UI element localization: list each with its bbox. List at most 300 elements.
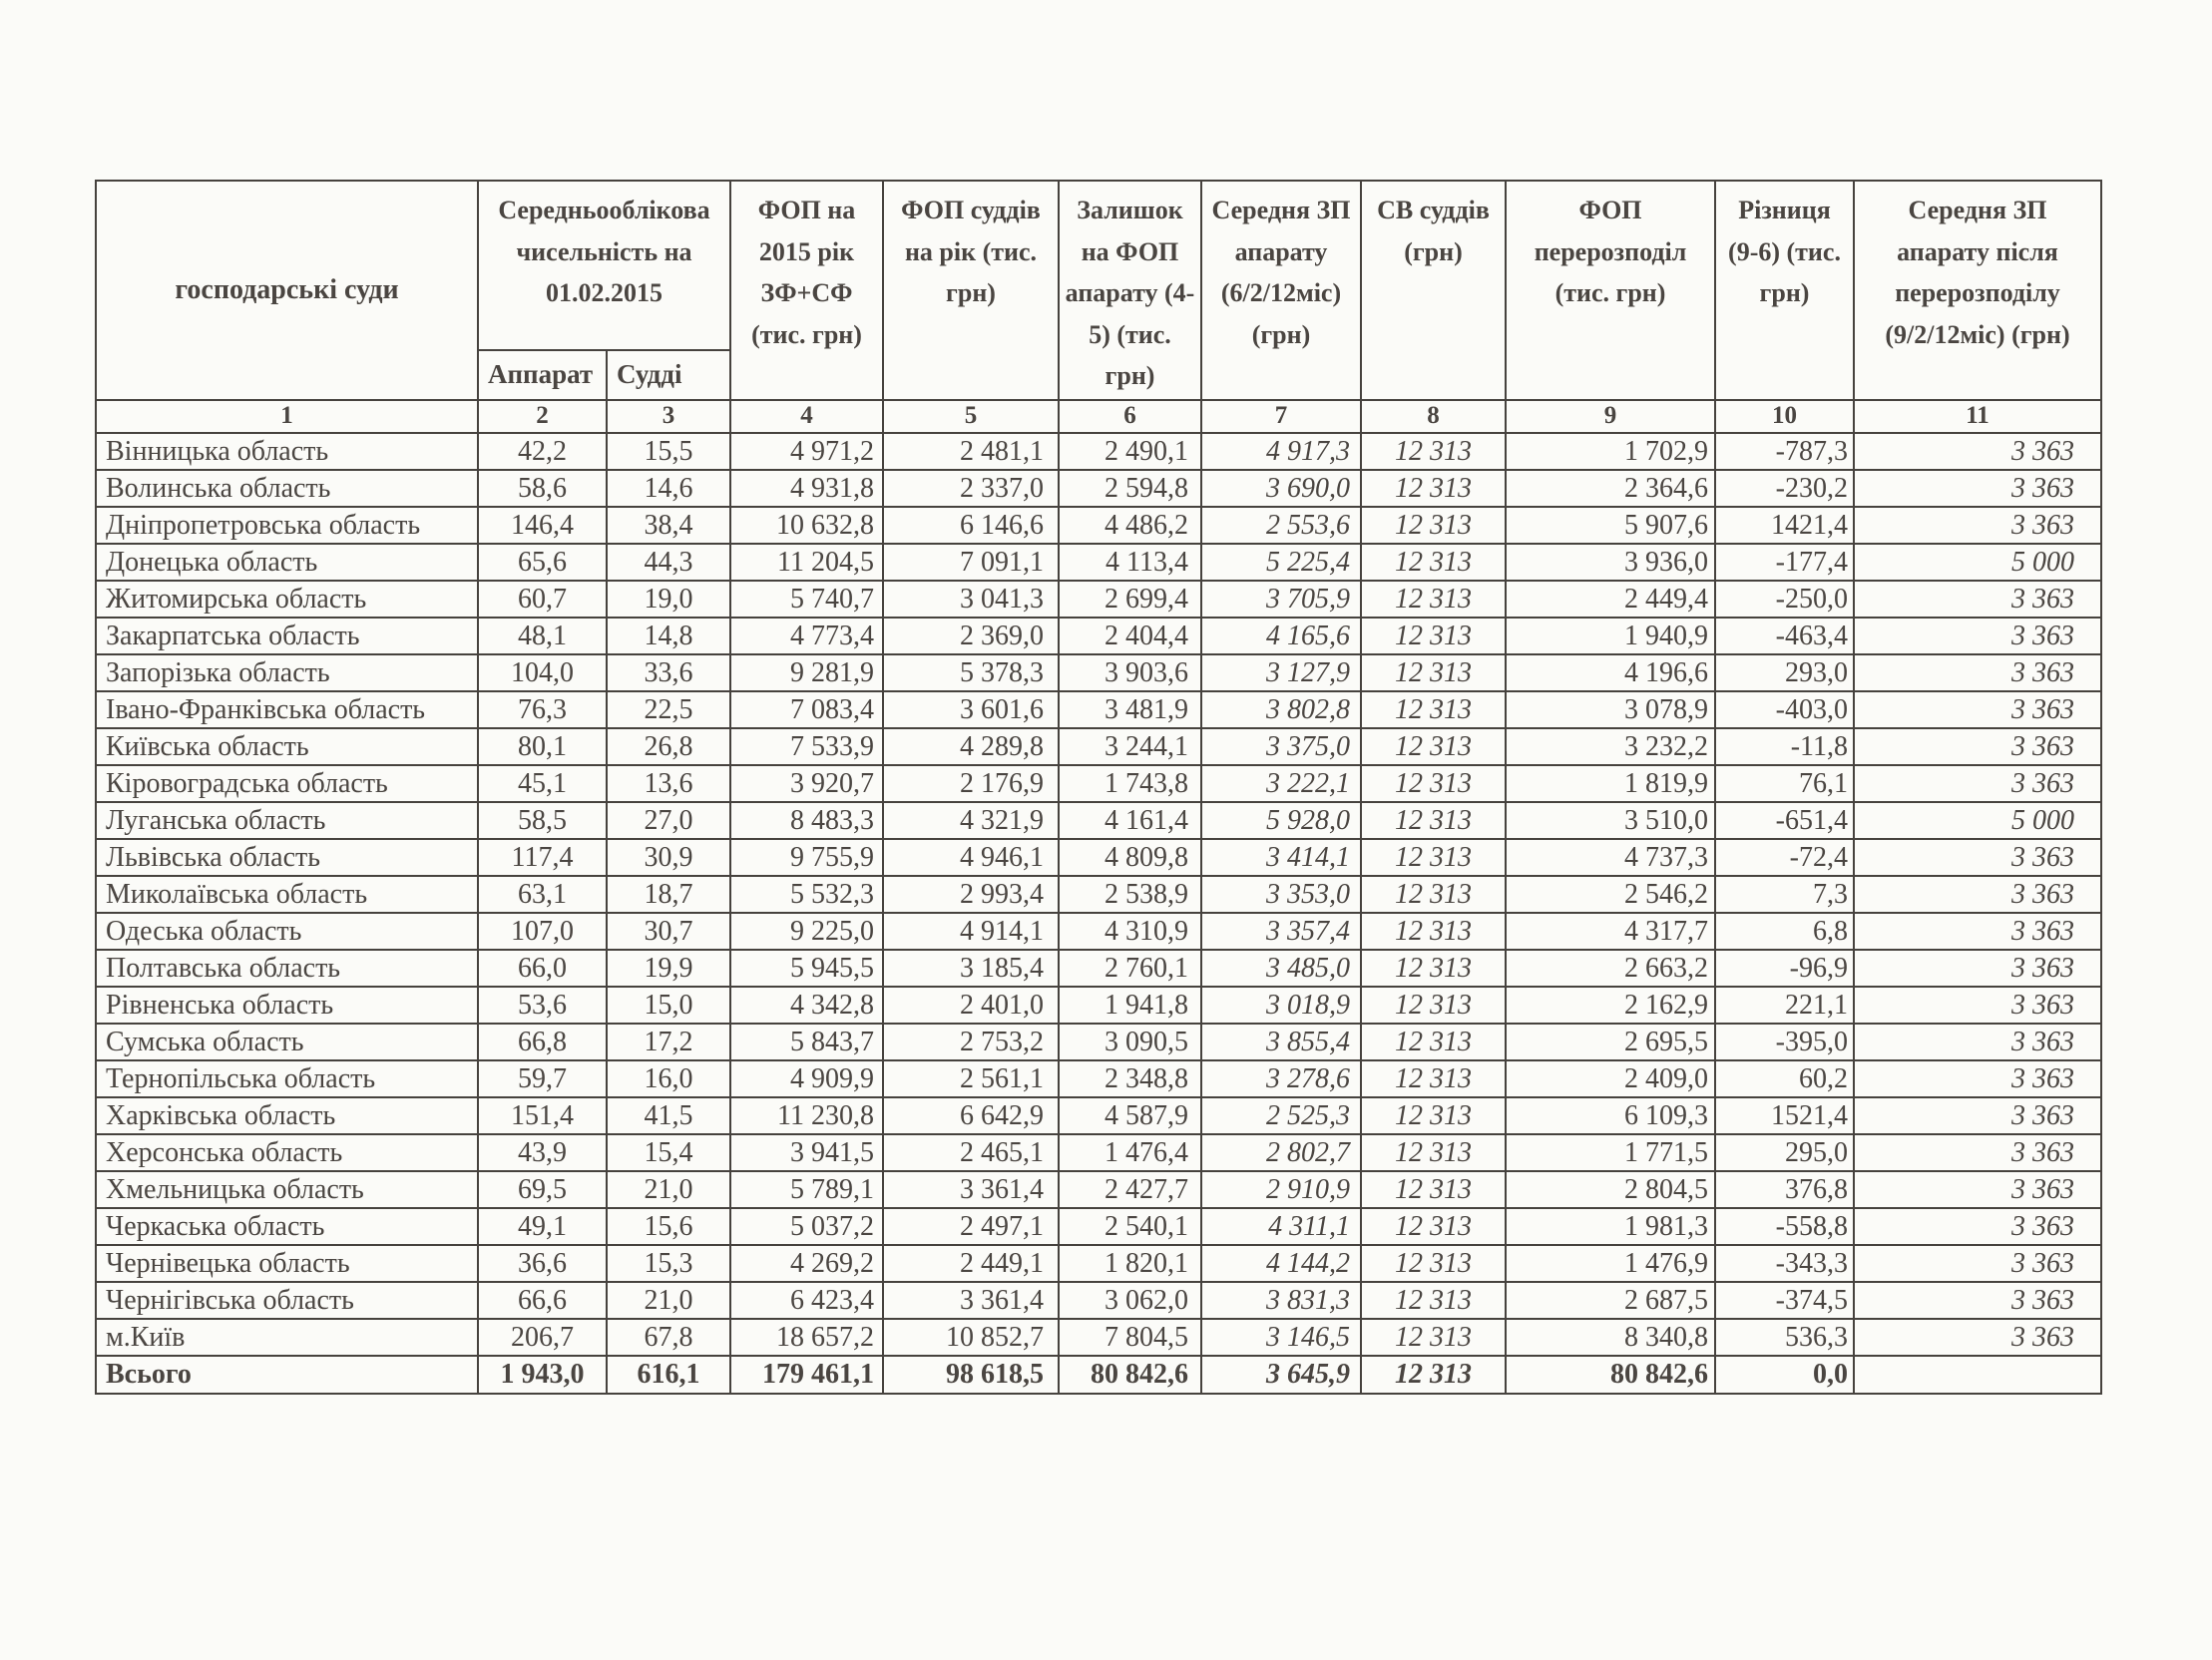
value-cell-col-10: -651,4 <box>1715 802 1854 839</box>
value-cell-col-2: 69,5 <box>478 1171 607 1208</box>
value-cell-col-11: 3 363 <box>1854 1134 2101 1171</box>
value-cell-col-5: 7 091,1 <box>883 544 1059 581</box>
table-row <box>96 950 2101 987</box>
value-cell-col-11: 3 363 <box>1854 1245 2101 1282</box>
value-cell-col-4: 18 657,2 <box>730 1319 883 1356</box>
header-fop-redistribution: ФОП перерозподіл (тис. грн) <box>1506 181 1715 400</box>
value-cell-col-5: 3 601,6 <box>883 691 1059 728</box>
value-cell-col-11: 3 363 <box>1854 581 2101 618</box>
value-cell-col-3: 38,4 <box>607 507 730 544</box>
value-cell-col-3: 41,5 <box>607 1097 730 1134</box>
value-cell-col-11: 3 363 <box>1854 876 2101 913</box>
value-cell-col-2: 48,1 <box>478 618 607 654</box>
value-cell-col-10: 221,1 <box>1715 987 1854 1024</box>
value-cell-col-6: 1 941,8 <box>1059 987 1201 1024</box>
value-cell-col-6: 2 760,1 <box>1059 950 1201 987</box>
value-cell-col-4: 5 532,3 <box>730 876 883 913</box>
value-cell-col-4: 8 483,3 <box>730 802 883 839</box>
region-name-cell: Хмельницька область <box>96 1171 478 1208</box>
value-cell-col-3: 616,1 <box>607 1356 730 1394</box>
value-cell-col-4: 3 941,5 <box>730 1134 883 1171</box>
value-cell-col-6: 4 587,9 <box>1059 1097 1201 1134</box>
table-row <box>96 691 2101 728</box>
table-row <box>96 765 2101 802</box>
value-cell-col-9: 4 317,7 <box>1506 913 1715 950</box>
value-cell-col-7: 5 928,0 <box>1201 802 1361 839</box>
value-cell-col-3: 21,0 <box>607 1282 730 1319</box>
value-cell-col-10: -230,2 <box>1715 470 1854 507</box>
value-cell-col-7: 3 645,9 <box>1201 1356 1361 1394</box>
column-number: 11 <box>1854 400 2101 433</box>
value-cell-col-3: 67,8 <box>607 1319 730 1356</box>
value-cell-col-7: 4 144,2 <box>1201 1245 1361 1282</box>
value-cell-col-8: 12 313 <box>1361 654 1506 691</box>
value-cell-col-2: 66,8 <box>478 1024 607 1060</box>
table-row <box>96 1097 2101 1134</box>
value-cell-col-6: 2 348,8 <box>1059 1060 1201 1097</box>
value-cell-col-7: 3 485,0 <box>1201 950 1361 987</box>
value-cell-col-7: 3 353,0 <box>1201 876 1361 913</box>
value-cell-col-8: 12 313 <box>1361 987 1506 1024</box>
value-cell-col-8: 12 313 <box>1361 950 1506 987</box>
value-cell-col-2: 80,1 <box>478 728 607 765</box>
value-cell-col-4: 4 269,2 <box>730 1245 883 1282</box>
value-cell-col-10: -374,5 <box>1715 1282 1854 1319</box>
value-cell-col-5: 4 321,9 <box>883 802 1059 839</box>
value-cell-col-4: 7 533,9 <box>730 728 883 765</box>
value-cell-col-7: 4 311,1 <box>1201 1208 1361 1245</box>
header-sv-judges: СВ суддів (грн) <box>1361 181 1506 400</box>
value-cell-col-9: 1 940,9 <box>1506 618 1715 654</box>
value-cell-col-8: 12 313 <box>1361 876 1506 913</box>
table-row <box>96 1319 2101 1356</box>
value-cell-col-5: 3 361,4 <box>883 1171 1059 1208</box>
value-cell-col-4: 6 423,4 <box>730 1282 883 1319</box>
region-name-cell: Одеська область <box>96 913 478 950</box>
value-cell-col-9: 5 907,6 <box>1506 507 1715 544</box>
table-row <box>96 470 2101 507</box>
value-cell-col-11: 3 363 <box>1854 507 2101 544</box>
value-cell-col-7: 3 831,3 <box>1201 1282 1361 1319</box>
value-cell-col-3: 30,9 <box>607 839 730 876</box>
total-row <box>96 1356 2101 1394</box>
value-cell-col-10: 536,3 <box>1715 1319 1854 1356</box>
header-difference: Різниця (9-6) (тис. грн) <box>1715 181 1854 400</box>
value-cell-col-11: 3 363 <box>1854 987 2101 1024</box>
column-number: 1 <box>96 400 478 433</box>
table-row <box>96 507 2101 544</box>
value-cell-col-6: 2 404,4 <box>1059 618 1201 654</box>
region-name-cell: Харківська область <box>96 1097 478 1134</box>
value-cell-col-11: 3 363 <box>1854 618 2101 654</box>
value-cell-col-9: 1 702,9 <box>1506 433 1715 470</box>
value-cell-col-7: 3 705,9 <box>1201 581 1361 618</box>
value-cell-col-3: 44,3 <box>607 544 730 581</box>
column-number: 10 <box>1715 400 1854 433</box>
value-cell-col-4: 9 281,9 <box>730 654 883 691</box>
value-cell-col-9: 2 546,2 <box>1506 876 1715 913</box>
table-row <box>96 1245 2101 1282</box>
region-name-cell: Закарпатська область <box>96 618 478 654</box>
value-cell-col-3: 18,7 <box>607 876 730 913</box>
header-avg-salary-after: Середня ЗП апарату після перерозподілу (9/2/12міс) (грн) <box>1854 181 2101 400</box>
value-cell-col-10: -403,0 <box>1715 691 1854 728</box>
table-row <box>96 654 2101 691</box>
value-cell-col-9: 2 695,5 <box>1506 1024 1715 1060</box>
value-cell-col-5: 2 465,1 <box>883 1134 1059 1171</box>
value-cell-col-3: 19,9 <box>607 950 730 987</box>
value-cell-col-10: -395,0 <box>1715 1024 1854 1060</box>
value-cell-col-11: 3 363 <box>1854 654 2101 691</box>
value-cell-col-9: 3 936,0 <box>1506 544 1715 581</box>
value-cell-col-7: 3 855,4 <box>1201 1024 1361 1060</box>
value-cell-col-8: 12 313 <box>1361 1208 1506 1245</box>
value-cell-col-6: 2 699,4 <box>1059 581 1201 618</box>
value-cell-col-4: 4 931,8 <box>730 470 883 507</box>
value-cell-col-10: -343,3 <box>1715 1245 1854 1282</box>
value-cell-col-2: 146,4 <box>478 507 607 544</box>
value-cell-col-6: 3 244,1 <box>1059 728 1201 765</box>
value-cell-col-3: 26,8 <box>607 728 730 765</box>
value-cell-col-2: 65,6 <box>478 544 607 581</box>
value-cell-col-2: 45,1 <box>478 765 607 802</box>
value-cell-col-6: 3 090,5 <box>1059 1024 1201 1060</box>
table-row <box>96 1134 2101 1171</box>
value-cell-col-4: 7 083,4 <box>730 691 883 728</box>
value-cell-col-10: 6,8 <box>1715 913 1854 950</box>
value-cell-col-11: 3 363 <box>1854 433 2101 470</box>
value-cell-col-3: 33,6 <box>607 654 730 691</box>
value-cell-col-5: 98 618,5 <box>883 1356 1059 1394</box>
value-cell-col-2: 117,4 <box>478 839 607 876</box>
total-label-cell: Всього <box>96 1356 478 1394</box>
table-row <box>96 433 2101 470</box>
value-cell-col-8: 12 313 <box>1361 691 1506 728</box>
value-cell-col-8: 12 313 <box>1361 1171 1506 1208</box>
value-cell-col-11: 3 363 <box>1854 1024 2101 1060</box>
value-cell-col-5: 6 146,6 <box>883 507 1059 544</box>
value-cell-col-6: 2 490,1 <box>1059 433 1201 470</box>
region-name-cell: Тернопільська область <box>96 1060 478 1097</box>
value-cell-col-3: 22,5 <box>607 691 730 728</box>
region-name-cell: Львівська область <box>96 839 478 876</box>
value-cell-col-5: 2 449,1 <box>883 1245 1059 1282</box>
value-cell-col-8: 12 313 <box>1361 728 1506 765</box>
value-cell-col-9: 1 819,9 <box>1506 765 1715 802</box>
value-cell-col-10: 0,0 <box>1715 1356 1854 1394</box>
value-cell-col-6: 3 903,6 <box>1059 654 1201 691</box>
value-cell-col-6: 4 809,8 <box>1059 839 1201 876</box>
value-cell-col-7: 4 917,3 <box>1201 433 1361 470</box>
table-row <box>96 1060 2101 1097</box>
commercial-courts-payroll-table <box>95 180 2102 1395</box>
header-judges: Судді <box>607 350 730 400</box>
value-cell-col-3: 17,2 <box>607 1024 730 1060</box>
column-number: 6 <box>1059 400 1201 433</box>
value-cell-col-3: 15,5 <box>607 433 730 470</box>
value-cell-col-3: 14,8 <box>607 618 730 654</box>
value-cell-col-7: 3 278,6 <box>1201 1060 1361 1097</box>
value-cell-col-2: 63,1 <box>478 876 607 913</box>
column-number: 2 <box>478 400 607 433</box>
region-name-cell: Вінницька область <box>96 433 478 470</box>
value-cell-col-6: 2 540,1 <box>1059 1208 1201 1245</box>
value-cell-col-9: 2 804,5 <box>1506 1171 1715 1208</box>
region-name-cell: Черкаська область <box>96 1208 478 1245</box>
value-cell-col-2: 66,6 <box>478 1282 607 1319</box>
value-cell-col-11: 3 363 <box>1854 913 2101 950</box>
value-cell-col-2: 49,1 <box>478 1208 607 1245</box>
value-cell-col-3: 15,6 <box>607 1208 730 1245</box>
value-cell-col-8: 12 313 <box>1361 1097 1506 1134</box>
value-cell-col-10: -96,9 <box>1715 950 1854 987</box>
value-cell-col-11: 3 363 <box>1854 1171 2101 1208</box>
table-row <box>96 1024 2101 1060</box>
value-cell-col-5: 2 993,4 <box>883 876 1059 913</box>
region-name-cell: Волинська область <box>96 470 478 507</box>
value-cell-col-9: 3 510,0 <box>1506 802 1715 839</box>
value-cell-col-9: 4 196,6 <box>1506 654 1715 691</box>
header-court: господарські суди <box>96 181 478 400</box>
value-cell-col-4: 4 909,9 <box>730 1060 883 1097</box>
region-name-cell: Запорізька область <box>96 654 478 691</box>
value-cell-col-10: -463,4 <box>1715 618 1854 654</box>
value-cell-col-5: 2 369,0 <box>883 618 1059 654</box>
value-cell-col-5: 2 481,1 <box>883 433 1059 470</box>
value-cell-col-3: 27,0 <box>607 802 730 839</box>
table-body <box>96 433 2101 1394</box>
value-cell-col-11: 3 363 <box>1854 1319 2101 1356</box>
value-cell-col-10: -250,0 <box>1715 581 1854 618</box>
value-cell-col-9: 6 109,3 <box>1506 1097 1715 1134</box>
value-cell-col-8: 12 313 <box>1361 839 1506 876</box>
value-cell-col-2: 59,7 <box>478 1060 607 1097</box>
value-cell-col-6: 2 538,9 <box>1059 876 1201 913</box>
value-cell-col-3: 15,4 <box>607 1134 730 1171</box>
value-cell-col-6: 4 113,4 <box>1059 544 1201 581</box>
region-name-cell: Чернігівська область <box>96 1282 478 1319</box>
value-cell-col-2: 151,4 <box>478 1097 607 1134</box>
region-name-cell: Кіровоградська область <box>96 765 478 802</box>
value-cell-col-8: 12 313 <box>1361 581 1506 618</box>
value-cell-col-11: 3 363 <box>1854 1060 2101 1097</box>
value-cell-col-4: 5 945,5 <box>730 950 883 987</box>
value-cell-col-5: 4 946,1 <box>883 839 1059 876</box>
value-cell-col-8: 12 313 <box>1361 433 1506 470</box>
value-cell-col-10: 293,0 <box>1715 654 1854 691</box>
region-name-cell: Донецька область <box>96 544 478 581</box>
header-row-main <box>96 181 2101 350</box>
value-cell-col-9: 2 449,4 <box>1506 581 1715 618</box>
region-name-cell: Дніпропетровська область <box>96 507 478 544</box>
value-cell-col-4: 4 342,8 <box>730 987 883 1024</box>
column-number: 5 <box>883 400 1059 433</box>
value-cell-col-11: 3 363 <box>1854 1208 2101 1245</box>
value-cell-col-7: 2 802,7 <box>1201 1134 1361 1171</box>
value-cell-col-6: 1 476,4 <box>1059 1134 1201 1171</box>
value-cell-col-8: 12 313 <box>1361 765 1506 802</box>
table-row <box>96 544 2101 581</box>
value-cell-col-6: 1 743,8 <box>1059 765 1201 802</box>
value-cell-col-5: 3 185,4 <box>883 950 1059 987</box>
table-row <box>96 987 2101 1024</box>
table-row <box>96 618 2101 654</box>
region-name-cell: Полтавська область <box>96 950 478 987</box>
value-cell-col-4: 9 225,0 <box>730 913 883 950</box>
value-cell-col-5: 6 642,9 <box>883 1097 1059 1134</box>
header-fop-year: ФОП на 2015 рік ЗФ+СФ (тис. грн) <box>730 181 883 400</box>
value-cell-col-11: 5 000 <box>1854 802 2101 839</box>
value-cell-col-11: 3 363 <box>1854 470 2101 507</box>
table-row <box>96 876 2101 913</box>
value-cell-col-4: 5 843,7 <box>730 1024 883 1060</box>
value-cell-col-9: 2 364,6 <box>1506 470 1715 507</box>
value-cell-col-7: 3 018,9 <box>1201 987 1361 1024</box>
value-cell-col-6: 2 594,8 <box>1059 470 1201 507</box>
value-cell-col-6: 1 820,1 <box>1059 1245 1201 1282</box>
table-row <box>96 581 2101 618</box>
value-cell-col-10: 295,0 <box>1715 1134 1854 1171</box>
value-cell-col-4: 4 971,2 <box>730 433 883 470</box>
region-name-cell: Рівненська область <box>96 987 478 1024</box>
value-cell-col-3: 30,7 <box>607 913 730 950</box>
value-cell-col-7: 3 802,8 <box>1201 691 1361 728</box>
value-cell-col-10: -787,3 <box>1715 433 1854 470</box>
region-name-cell: Луганська область <box>96 802 478 839</box>
value-cell-col-2: 60,7 <box>478 581 607 618</box>
value-cell-col-8: 12 313 <box>1361 913 1506 950</box>
value-cell-col-8: 12 313 <box>1361 1060 1506 1097</box>
value-cell-col-3: 21,0 <box>607 1171 730 1208</box>
value-cell-col-10: 7,3 <box>1715 876 1854 913</box>
value-cell-col-8: 12 313 <box>1361 1356 1506 1394</box>
value-cell-col-2: 206,7 <box>478 1319 607 1356</box>
value-cell-col-8: 12 313 <box>1361 1134 1506 1171</box>
value-cell-col-3: 15,3 <box>607 1245 730 1282</box>
value-cell-col-11: 3 363 <box>1854 839 2101 876</box>
value-cell-col-8: 12 313 <box>1361 544 1506 581</box>
value-cell-col-2: 42,2 <box>478 433 607 470</box>
value-cell-col-3: 15,0 <box>607 987 730 1024</box>
value-cell-col-2: 104,0 <box>478 654 607 691</box>
value-cell-col-10: -11,8 <box>1715 728 1854 765</box>
value-cell-col-5: 10 852,7 <box>883 1319 1059 1356</box>
header-avg-salary-apparatus: Середня ЗП апарату (6/2/12міс) (грн) <box>1201 181 1361 400</box>
column-number: 4 <box>730 400 883 433</box>
value-cell-col-6: 80 842,6 <box>1059 1356 1201 1394</box>
value-cell-col-8: 12 313 <box>1361 1245 1506 1282</box>
header-avg-count: Середньооблікова чисельність на 01.02.2015 <box>478 181 730 350</box>
value-cell-col-6: 7 804,5 <box>1059 1319 1201 1356</box>
value-cell-col-4: 5 740,7 <box>730 581 883 618</box>
value-cell-col-2: 43,9 <box>478 1134 607 1171</box>
value-cell-col-9: 4 737,3 <box>1506 839 1715 876</box>
value-cell-col-9: 2 663,2 <box>1506 950 1715 987</box>
column-number: 3 <box>607 400 730 433</box>
value-cell-col-9: 1 476,9 <box>1506 1245 1715 1282</box>
value-cell-col-10: 1521,4 <box>1715 1097 1854 1134</box>
value-cell-col-5: 4 289,8 <box>883 728 1059 765</box>
value-cell-col-4: 11 204,5 <box>730 544 883 581</box>
value-cell-col-7: 3 375,0 <box>1201 728 1361 765</box>
table-row <box>96 913 2101 950</box>
value-cell-col-11: 3 363 <box>1854 691 2101 728</box>
value-cell-col-7: 3 222,1 <box>1201 765 1361 802</box>
value-cell-col-9: 80 842,6 <box>1506 1356 1715 1394</box>
value-cell-col-2: 58,5 <box>478 802 607 839</box>
value-cell-col-9: 2 687,5 <box>1506 1282 1715 1319</box>
value-cell-col-9: 2 162,9 <box>1506 987 1715 1024</box>
table-row <box>96 1171 2101 1208</box>
value-cell-col-10: 60,2 <box>1715 1060 1854 1097</box>
region-name-cell: Київська область <box>96 728 478 765</box>
value-cell-col-7: 5 225,4 <box>1201 544 1361 581</box>
value-cell-col-11: 3 363 <box>1854 950 2101 987</box>
value-cell-col-3: 14,6 <box>607 470 730 507</box>
value-cell-col-10: -558,8 <box>1715 1208 1854 1245</box>
value-cell-col-5: 2 753,2 <box>883 1024 1059 1060</box>
value-cell-col-9: 3 078,9 <box>1506 691 1715 728</box>
value-cell-col-3: 16,0 <box>607 1060 730 1097</box>
value-cell-col-5: 5 378,3 <box>883 654 1059 691</box>
value-cell-col-8: 12 313 <box>1361 618 1506 654</box>
value-cell-col-2: 107,0 <box>478 913 607 950</box>
table-header <box>96 181 2101 433</box>
region-name-cell: Херсонська область <box>96 1134 478 1171</box>
value-cell-col-5: 2 561,1 <box>883 1060 1059 1097</box>
value-cell-col-9: 1 981,3 <box>1506 1208 1715 1245</box>
value-cell-col-4: 3 920,7 <box>730 765 883 802</box>
value-cell-col-10: 76,1 <box>1715 765 1854 802</box>
value-cell-col-10: -72,4 <box>1715 839 1854 876</box>
value-cell-col-7: 2 910,9 <box>1201 1171 1361 1208</box>
region-name-cell: Житомирська область <box>96 581 478 618</box>
value-cell-col-11: 5 000 <box>1854 544 2101 581</box>
value-cell-col-5: 3 041,3 <box>883 581 1059 618</box>
value-cell-col-4: 11 230,8 <box>730 1097 883 1134</box>
value-cell-col-8: 12 313 <box>1361 1024 1506 1060</box>
value-cell-col-6: 3 062,0 <box>1059 1282 1201 1319</box>
value-cell-col-5: 2 337,0 <box>883 470 1059 507</box>
value-cell-col-4: 9 755,9 <box>730 839 883 876</box>
value-cell-col-3: 13,6 <box>607 765 730 802</box>
value-cell-col-10: 376,8 <box>1715 1171 1854 1208</box>
value-cell-col-2: 1 943,0 <box>478 1356 607 1394</box>
value-cell-col-5: 2 401,0 <box>883 987 1059 1024</box>
value-cell-col-4: 5 037,2 <box>730 1208 883 1245</box>
region-name-cell: Миколаївська область <box>96 876 478 913</box>
value-cell-col-3: 19,0 <box>607 581 730 618</box>
value-cell-col-8: 12 313 <box>1361 1282 1506 1319</box>
value-cell-col-9: 8 340,8 <box>1506 1319 1715 1356</box>
column-number: 8 <box>1361 400 1506 433</box>
value-cell-col-2: 58,6 <box>478 470 607 507</box>
value-cell-col-7: 3 690,0 <box>1201 470 1361 507</box>
value-cell-col-6: 4 161,4 <box>1059 802 1201 839</box>
value-cell-col-7: 2 525,3 <box>1201 1097 1361 1134</box>
value-cell-col-7: 3 127,9 <box>1201 654 1361 691</box>
value-cell-col-6: 4 486,2 <box>1059 507 1201 544</box>
value-cell-col-9: 3 232,2 <box>1506 728 1715 765</box>
value-cell-col-5: 4 914,1 <box>883 913 1059 950</box>
value-cell-col-4: 179 461,1 <box>730 1356 883 1394</box>
value-cell-col-5: 2 497,1 <box>883 1208 1059 1245</box>
header-fop-balance: Залишок на ФОП апарату (4-5) (тис. грн) <box>1059 181 1201 400</box>
region-name-cell: Сумська область <box>96 1024 478 1060</box>
header-row-column-numbers <box>96 400 2101 433</box>
value-cell-col-2: 76,3 <box>478 691 607 728</box>
header-apparatus: Аппарат <box>478 350 607 400</box>
